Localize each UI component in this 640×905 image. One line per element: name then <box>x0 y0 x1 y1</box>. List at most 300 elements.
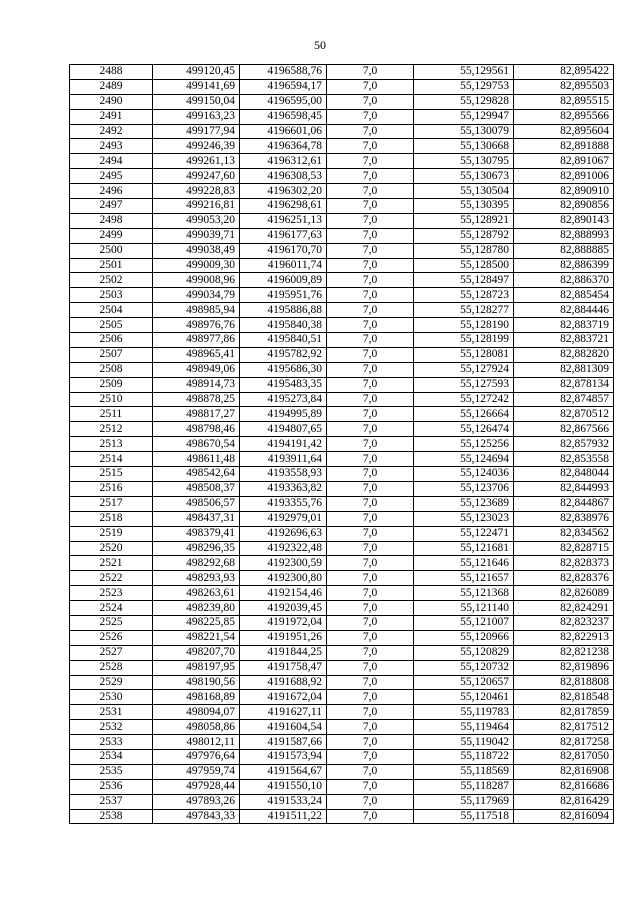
point-number-cell: 2532 <box>70 720 153 735</box>
table-row <box>70 109 614 124</box>
y-coordinate-cell: 4195686,30 <box>240 362 327 377</box>
longitude-cell: 82,891067 <box>514 154 614 169</box>
point-number-cell: 2519 <box>70 526 153 541</box>
x-coordinate-cell: 498977,86 <box>153 333 240 348</box>
table-row <box>70 139 614 154</box>
longitude-cell: 82,816908 <box>514 764 614 779</box>
point-number-cell: 2502 <box>70 273 153 288</box>
value-cell: 7,0 <box>327 586 414 601</box>
latitude-cell: 55,128497 <box>414 273 514 288</box>
table-row <box>70 437 614 452</box>
table-row <box>70 377 614 392</box>
y-coordinate-cell: 4195840,38 <box>240 318 327 333</box>
point-number-cell: 2492 <box>70 124 153 139</box>
table-row <box>70 571 614 586</box>
point-number-cell: 2529 <box>70 675 153 690</box>
value-cell: 7,0 <box>327 526 414 541</box>
x-coordinate-cell: 499053,20 <box>153 213 240 228</box>
longitude-cell: 82,890143 <box>514 213 614 228</box>
latitude-cell: 55,130504 <box>414 184 514 199</box>
point-number-cell: 2509 <box>70 377 153 392</box>
table-row <box>70 273 614 288</box>
point-number-cell: 2506 <box>70 333 153 348</box>
value-cell: 7,0 <box>327 377 414 392</box>
table-row <box>70 735 614 750</box>
x-coordinate-cell: 499177,94 <box>153 124 240 139</box>
latitude-cell: 55,128723 <box>414 288 514 303</box>
point-number-cell: 2507 <box>70 347 153 362</box>
value-cell: 7,0 <box>327 184 414 199</box>
y-coordinate-cell: 4194807,65 <box>240 422 327 437</box>
longitude-cell: 82,823237 <box>514 615 614 630</box>
x-coordinate-cell: 498293,93 <box>153 571 240 586</box>
table-row <box>70 467 614 482</box>
table-body <box>70 65 614 824</box>
table-row <box>70 481 614 496</box>
value-cell: 7,0 <box>327 199 414 214</box>
x-coordinate-cell: 498817,27 <box>153 407 240 422</box>
y-coordinate-cell: 4196251,13 <box>240 213 327 228</box>
latitude-cell: 55,121140 <box>414 601 514 616</box>
longitude-cell: 82,895604 <box>514 124 614 139</box>
longitude-cell: 82,828376 <box>514 571 614 586</box>
latitude-cell: 55,121657 <box>414 571 514 586</box>
value-cell: 7,0 <box>327 347 414 362</box>
x-coordinate-cell: 497893,26 <box>153 794 240 809</box>
value-cell: 7,0 <box>327 392 414 407</box>
longitude-cell: 82,821238 <box>514 645 614 660</box>
x-coordinate-cell: 499038,49 <box>153 243 240 258</box>
x-coordinate-cell: 499009,30 <box>153 258 240 273</box>
y-coordinate-cell: 4191688,92 <box>240 675 327 690</box>
y-coordinate-cell: 4191573,94 <box>240 749 327 764</box>
table-row <box>70 764 614 779</box>
x-coordinate-cell: 499008,96 <box>153 273 240 288</box>
value-cell: 7,0 <box>327 437 414 452</box>
value-cell: 7,0 <box>327 452 414 467</box>
y-coordinate-cell: 4196312,61 <box>240 154 327 169</box>
table-row <box>70 660 614 675</box>
table-row <box>70 288 614 303</box>
value-cell: 7,0 <box>327 333 414 348</box>
x-coordinate-cell: 498611,48 <box>153 452 240 467</box>
x-coordinate-cell: 498508,37 <box>153 481 240 496</box>
y-coordinate-cell: 4193911,64 <box>240 452 327 467</box>
y-coordinate-cell: 4194995,89 <box>240 407 327 422</box>
longitude-cell: 82,817859 <box>514 705 614 720</box>
table-row <box>70 541 614 556</box>
table-row <box>70 556 614 571</box>
y-coordinate-cell: 4196298,61 <box>240 199 327 214</box>
point-number-cell: 2525 <box>70 615 153 630</box>
y-coordinate-cell: 4196011,74 <box>240 258 327 273</box>
y-coordinate-cell: 4192322,48 <box>240 541 327 556</box>
table-row <box>70 511 614 526</box>
longitude-cell: 82,853558 <box>514 452 614 467</box>
point-number-cell: 2499 <box>70 228 153 243</box>
longitude-cell: 82,818808 <box>514 675 614 690</box>
longitude-cell: 82,816094 <box>514 809 614 824</box>
point-number-cell: 2514 <box>70 452 153 467</box>
longitude-cell: 82,895422 <box>514 65 614 80</box>
value-cell: 7,0 <box>327 407 414 422</box>
y-coordinate-cell: 4196588,76 <box>240 65 327 80</box>
page-number: 50 <box>314 38 326 52</box>
value-cell: 7,0 <box>327 630 414 645</box>
x-coordinate-cell: 498225,85 <box>153 615 240 630</box>
x-coordinate-cell: 499039,71 <box>153 228 240 243</box>
value-cell: 7,0 <box>327 496 414 511</box>
point-number-cell: 2488 <box>70 65 153 80</box>
longitude-cell: 82,882820 <box>514 347 614 362</box>
value-cell: 7,0 <box>327 467 414 482</box>
longitude-cell: 82,888885 <box>514 243 614 258</box>
value-cell: 7,0 <box>327 273 414 288</box>
x-coordinate-cell: 497928,44 <box>153 779 240 794</box>
table-row <box>70 794 614 809</box>
latitude-cell: 55,125256 <box>414 437 514 452</box>
latitude-cell: 55,121007 <box>414 615 514 630</box>
point-number-cell: 2490 <box>70 94 153 109</box>
table-row <box>70 452 614 467</box>
point-number-cell: 2500 <box>70 243 153 258</box>
longitude-cell: 82,886370 <box>514 273 614 288</box>
y-coordinate-cell: 4196594,17 <box>240 79 327 94</box>
latitude-cell: 55,126664 <box>414 407 514 422</box>
longitude-cell: 82,867566 <box>514 422 614 437</box>
latitude-cell: 55,129828 <box>414 94 514 109</box>
y-coordinate-cell: 4196364,78 <box>240 139 327 154</box>
x-coordinate-cell: 498379,41 <box>153 526 240 541</box>
longitude-cell: 82,878134 <box>514 377 614 392</box>
longitude-cell: 82,884446 <box>514 303 614 318</box>
y-coordinate-cell: 4196170,70 <box>240 243 327 258</box>
latitude-cell: 55,118287 <box>414 779 514 794</box>
table-row <box>70 407 614 422</box>
x-coordinate-cell: 498296,35 <box>153 541 240 556</box>
longitude-cell: 82,895515 <box>514 94 614 109</box>
y-coordinate-cell: 4192154,46 <box>240 586 327 601</box>
latitude-cell: 55,128277 <box>414 303 514 318</box>
point-number-cell: 2536 <box>70 779 153 794</box>
x-coordinate-cell: 498197,95 <box>153 660 240 675</box>
x-coordinate-cell: 499261,13 <box>153 154 240 169</box>
x-coordinate-cell: 499141,69 <box>153 79 240 94</box>
y-coordinate-cell: 4191604,54 <box>240 720 327 735</box>
longitude-cell: 82,824291 <box>514 601 614 616</box>
x-coordinate-cell: 498985,94 <box>153 303 240 318</box>
longitude-cell: 82,844993 <box>514 481 614 496</box>
y-coordinate-cell: 4191672,04 <box>240 690 327 705</box>
latitude-cell: 55,121368 <box>414 586 514 601</box>
latitude-cell: 55,129753 <box>414 79 514 94</box>
y-coordinate-cell: 4194191,42 <box>240 437 327 452</box>
point-number-cell: 2520 <box>70 541 153 556</box>
point-number-cell: 2496 <box>70 184 153 199</box>
longitude-cell: 82,828715 <box>514 541 614 556</box>
longitude-cell: 82,822913 <box>514 630 614 645</box>
y-coordinate-cell: 4196009,89 <box>240 273 327 288</box>
point-number-cell: 2505 <box>70 318 153 333</box>
value-cell: 7,0 <box>327 601 414 616</box>
longitude-cell: 82,870512 <box>514 407 614 422</box>
latitude-cell: 55,121681 <box>414 541 514 556</box>
table-row <box>70 347 614 362</box>
y-coordinate-cell: 4195886,88 <box>240 303 327 318</box>
latitude-cell: 55,129561 <box>414 65 514 80</box>
y-coordinate-cell: 4196308,53 <box>240 169 327 184</box>
latitude-cell: 55,130395 <box>414 199 514 214</box>
value-cell: 7,0 <box>327 303 414 318</box>
point-number-cell: 2537 <box>70 794 153 809</box>
point-number-cell: 2497 <box>70 199 153 214</box>
table-row <box>70 705 614 720</box>
table-row <box>70 79 614 94</box>
table-row <box>70 809 614 824</box>
table-row <box>70 362 614 377</box>
table-row <box>70 243 614 258</box>
longitude-cell: 82,819896 <box>514 660 614 675</box>
value-cell: 7,0 <box>327 556 414 571</box>
y-coordinate-cell: 4196302,20 <box>240 184 327 199</box>
y-coordinate-cell: 4195273,84 <box>240 392 327 407</box>
latitude-cell: 55,130668 <box>414 139 514 154</box>
x-coordinate-cell: 498798,46 <box>153 422 240 437</box>
latitude-cell: 55,130079 <box>414 124 514 139</box>
value-cell: 7,0 <box>327 615 414 630</box>
table-row <box>70 422 614 437</box>
latitude-cell: 55,128199 <box>414 333 514 348</box>
y-coordinate-cell: 4192039,45 <box>240 601 327 616</box>
table-row <box>70 169 614 184</box>
point-number-cell: 2498 <box>70 213 153 228</box>
y-coordinate-cell: 4192696,63 <box>240 526 327 541</box>
point-number-cell: 2517 <box>70 496 153 511</box>
point-number-cell: 2503 <box>70 288 153 303</box>
value-cell: 7,0 <box>327 94 414 109</box>
table-row <box>70 184 614 199</box>
x-coordinate-cell: 497959,74 <box>153 764 240 779</box>
longitude-cell: 82,895503 <box>514 79 614 94</box>
table-row <box>70 199 614 214</box>
value-cell: 7,0 <box>327 690 414 705</box>
point-number-cell: 2495 <box>70 169 153 184</box>
y-coordinate-cell: 4191511,22 <box>240 809 327 824</box>
latitude-cell: 55,128190 <box>414 318 514 333</box>
value-cell: 7,0 <box>327 511 414 526</box>
longitude-cell: 82,895566 <box>514 109 614 124</box>
value-cell: 7,0 <box>327 124 414 139</box>
x-coordinate-cell: 498670,54 <box>153 437 240 452</box>
longitude-cell: 82,891888 <box>514 139 614 154</box>
longitude-cell: 82,817050 <box>514 749 614 764</box>
table-row <box>70 630 614 645</box>
value-cell: 7,0 <box>327 362 414 377</box>
table-row <box>70 392 614 407</box>
latitude-cell: 55,119464 <box>414 720 514 735</box>
value-cell: 7,0 <box>327 764 414 779</box>
latitude-cell: 55,119042 <box>414 735 514 750</box>
value-cell: 7,0 <box>327 79 414 94</box>
point-number-cell: 2524 <box>70 601 153 616</box>
latitude-cell: 55,118569 <box>414 764 514 779</box>
longitude-cell: 82,883721 <box>514 333 614 348</box>
value-cell: 7,0 <box>327 228 414 243</box>
y-coordinate-cell: 4193558,93 <box>240 467 327 482</box>
point-number-cell: 2515 <box>70 467 153 482</box>
table-row <box>70 779 614 794</box>
x-coordinate-cell: 499247,60 <box>153 169 240 184</box>
y-coordinate-cell: 4195840,51 <box>240 333 327 348</box>
x-coordinate-cell: 498190,56 <box>153 675 240 690</box>
longitude-cell: 82,826089 <box>514 586 614 601</box>
value-cell: 7,0 <box>327 213 414 228</box>
x-coordinate-cell: 498168,89 <box>153 690 240 705</box>
x-coordinate-cell: 498221,54 <box>153 630 240 645</box>
table-row <box>70 228 614 243</box>
value-cell: 7,0 <box>327 258 414 273</box>
point-number-cell: 2491 <box>70 109 153 124</box>
point-number-cell: 2516 <box>70 481 153 496</box>
latitude-cell: 55,121646 <box>414 556 514 571</box>
value-cell: 7,0 <box>327 794 414 809</box>
x-coordinate-cell: 499034,79 <box>153 288 240 303</box>
table-row <box>70 586 614 601</box>
table-row <box>70 526 614 541</box>
point-number-cell: 2493 <box>70 139 153 154</box>
point-number-cell: 2522 <box>70 571 153 586</box>
y-coordinate-cell: 4195951,76 <box>240 288 327 303</box>
table-row <box>70 645 614 660</box>
x-coordinate-cell: 498239,80 <box>153 601 240 616</box>
longitude-cell: 82,890910 <box>514 184 614 199</box>
y-coordinate-cell: 4191758,47 <box>240 660 327 675</box>
point-number-cell: 2504 <box>70 303 153 318</box>
latitude-cell: 55,120829 <box>414 645 514 660</box>
value-cell: 7,0 <box>327 318 414 333</box>
value-cell: 7,0 <box>327 571 414 586</box>
latitude-cell: 55,127924 <box>414 362 514 377</box>
table-row <box>70 496 614 511</box>
value-cell: 7,0 <box>327 109 414 124</box>
x-coordinate-cell: 499228,83 <box>153 184 240 199</box>
latitude-cell: 55,126474 <box>414 422 514 437</box>
value-cell: 7,0 <box>327 422 414 437</box>
point-number-cell: 2510 <box>70 392 153 407</box>
x-coordinate-cell: 497976,64 <box>153 749 240 764</box>
table-row <box>70 720 614 735</box>
x-coordinate-cell: 498292,68 <box>153 556 240 571</box>
table-row <box>70 213 614 228</box>
longitude-cell: 82,816429 <box>514 794 614 809</box>
value-cell: 7,0 <box>327 645 414 660</box>
x-coordinate-cell: 498207,70 <box>153 645 240 660</box>
point-number-cell: 2535 <box>70 764 153 779</box>
value-cell: 7,0 <box>327 139 414 154</box>
longitude-cell: 82,834562 <box>514 526 614 541</box>
latitude-cell: 55,130795 <box>414 154 514 169</box>
latitude-cell: 55,124036 <box>414 467 514 482</box>
table-row <box>70 749 614 764</box>
y-coordinate-cell: 4191844,25 <box>240 645 327 660</box>
longitude-cell: 82,886399 <box>514 258 614 273</box>
x-coordinate-cell: 498058,86 <box>153 720 240 735</box>
latitude-cell: 55,128500 <box>414 258 514 273</box>
longitude-cell: 82,844867 <box>514 496 614 511</box>
y-coordinate-cell: 4192979,01 <box>240 511 327 526</box>
longitude-cell: 82,817512 <box>514 720 614 735</box>
latitude-cell: 55,120461 <box>414 690 514 705</box>
latitude-cell: 55,127242 <box>414 392 514 407</box>
value-cell: 7,0 <box>327 749 414 764</box>
latitude-cell: 55,127593 <box>414 377 514 392</box>
x-coordinate-cell: 498878,25 <box>153 392 240 407</box>
point-number-cell: 2533 <box>70 735 153 750</box>
x-coordinate-cell: 497843,33 <box>153 809 240 824</box>
value-cell: 7,0 <box>327 169 414 184</box>
value-cell: 7,0 <box>327 809 414 824</box>
value-cell: 7,0 <box>327 154 414 169</box>
y-coordinate-cell: 4191951,26 <box>240 630 327 645</box>
longitude-cell: 82,883719 <box>514 318 614 333</box>
x-coordinate-cell: 498965,41 <box>153 347 240 362</box>
point-number-cell: 2531 <box>70 705 153 720</box>
value-cell: 7,0 <box>327 65 414 80</box>
latitude-cell: 55,128780 <box>414 243 514 258</box>
longitude-cell: 82,890856 <box>514 199 614 214</box>
point-number-cell: 2518 <box>70 511 153 526</box>
latitude-cell: 55,124694 <box>414 452 514 467</box>
x-coordinate-cell: 498263,61 <box>153 586 240 601</box>
x-coordinate-cell: 499150,04 <box>153 94 240 109</box>
x-coordinate-cell: 498094,07 <box>153 705 240 720</box>
longitude-cell: 82,881309 <box>514 362 614 377</box>
point-number-cell: 2528 <box>70 660 153 675</box>
x-coordinate-cell: 498914,73 <box>153 377 240 392</box>
value-cell: 7,0 <box>327 660 414 675</box>
latitude-cell: 55,120657 <box>414 675 514 690</box>
x-coordinate-cell: 498012,11 <box>153 735 240 750</box>
table-row <box>70 94 614 109</box>
latitude-cell: 55,123023 <box>414 511 514 526</box>
point-number-cell: 2521 <box>70 556 153 571</box>
latitude-cell: 55,130673 <box>414 169 514 184</box>
value-cell: 7,0 <box>327 481 414 496</box>
y-coordinate-cell: 4193363,82 <box>240 481 327 496</box>
latitude-cell: 55,119783 <box>414 705 514 720</box>
latitude-cell: 55,117969 <box>414 794 514 809</box>
point-number-cell: 2530 <box>70 690 153 705</box>
y-coordinate-cell: 4191564,67 <box>240 764 327 779</box>
point-number-cell: 2513 <box>70 437 153 452</box>
y-coordinate-cell: 4191627,11 <box>240 705 327 720</box>
table-row <box>70 65 614 80</box>
longitude-cell: 82,888993 <box>514 228 614 243</box>
latitude-cell: 55,128081 <box>414 347 514 362</box>
point-number-cell: 2494 <box>70 154 153 169</box>
x-coordinate-cell: 498542,64 <box>153 467 240 482</box>
y-coordinate-cell: 4196598,45 <box>240 109 327 124</box>
latitude-cell: 55,128792 <box>414 228 514 243</box>
longitude-cell: 82,848044 <box>514 467 614 482</box>
coordinates-table <box>69 64 614 824</box>
point-number-cell: 2501 <box>70 258 153 273</box>
longitude-cell: 82,857932 <box>514 437 614 452</box>
latitude-cell: 55,129947 <box>414 109 514 124</box>
value-cell: 7,0 <box>327 779 414 794</box>
longitude-cell: 82,874857 <box>514 392 614 407</box>
table-row <box>70 615 614 630</box>
